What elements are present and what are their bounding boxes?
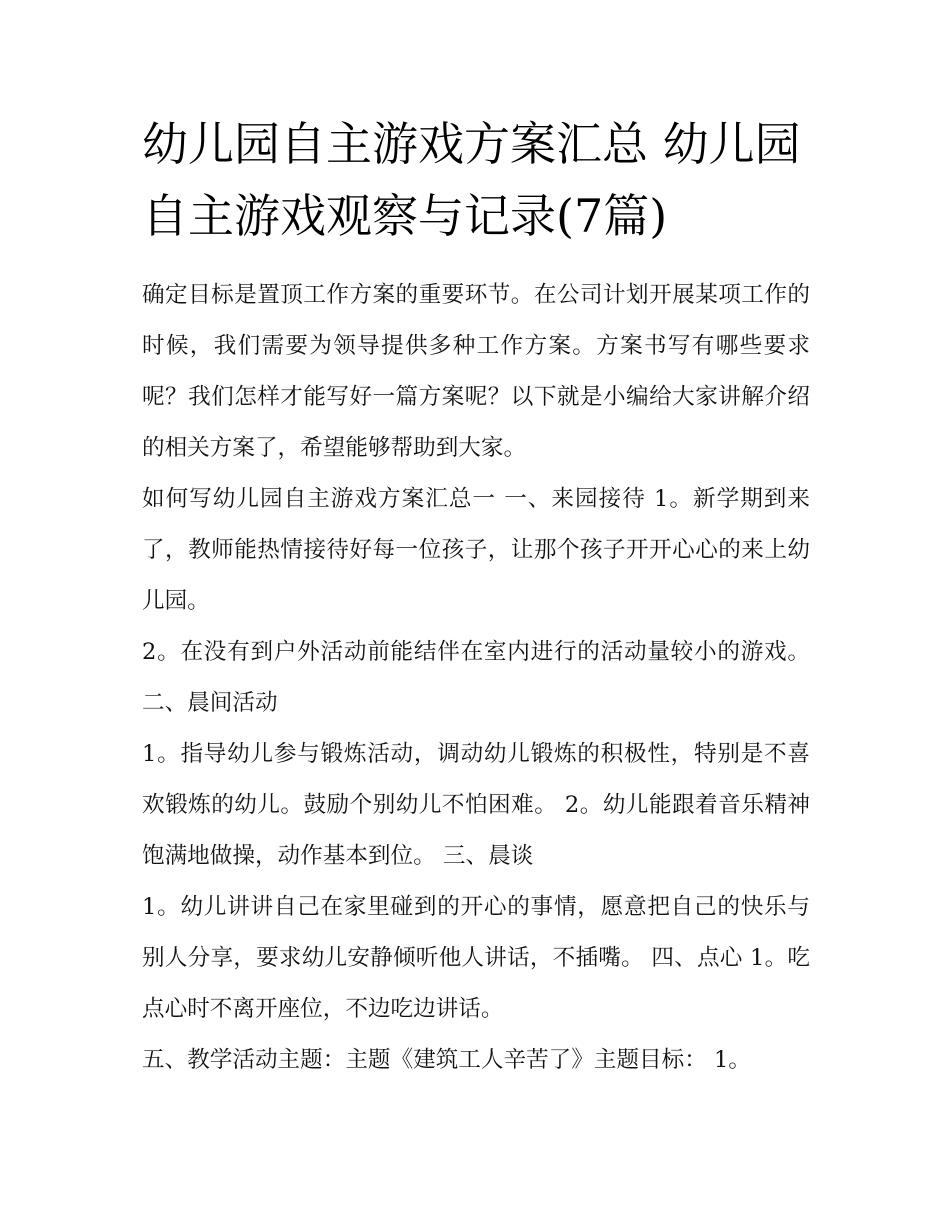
paragraph-intro: 确定目标是置顶工作方案的重要环节。在公司计划开展某项工作的时候，我们需要为领导提供多种工作方案。方案书写有哪些要求呢？我们怎样才能写好一篇方案呢？以下就是小编给大家讲解介绍的相关方案了，希望能够帮助到大家。 <box>142 282 810 461</box>
paragraph-teaching-theme: 五、教学活动主题：主题《建筑工人辛苦了》主题目标： 1。 <box>142 1047 751 1073</box>
paragraph-indoor-game: 2。在没有到户外活动前能结伴在室内进行的活动量较小的游戏。 二、晨间活动 <box>142 639 810 716</box>
document-title: 幼儿园自主游戏方案汇总 幼儿园自主游戏观察与记录(7篇) <box>142 117 801 243</box>
paragraph-morning-talk: 1。幼儿讲讲自己在家里碰到的开心的事情，愿意把自己的快乐与别人分享，要求幼儿安静倾听他人讲话，不插嘴。 四、点心 1。吃点心时不离开座位，不边吃边讲话。 <box>142 894 810 1022</box>
paragraph-reception: 如何写幼儿园自主游戏方案汇总一 一、来园接待 1。新学期到来了，教师能热情接待好每一位孩子，让那个孩子开开心心的来上幼儿园。 <box>142 486 810 614</box>
document-body <box>142 108 810 1086</box>
paragraph-morning-exercise: 1。指导幼儿参与锻炼活动，调动幼儿锻炼的积极性，特别是不喜欢锻炼的幼儿。鼓励个别幼儿不怕困难。 2。幼儿能跟着音乐精神饱满地做操，动作基本到位。 三、晨谈 <box>142 741 810 869</box>
